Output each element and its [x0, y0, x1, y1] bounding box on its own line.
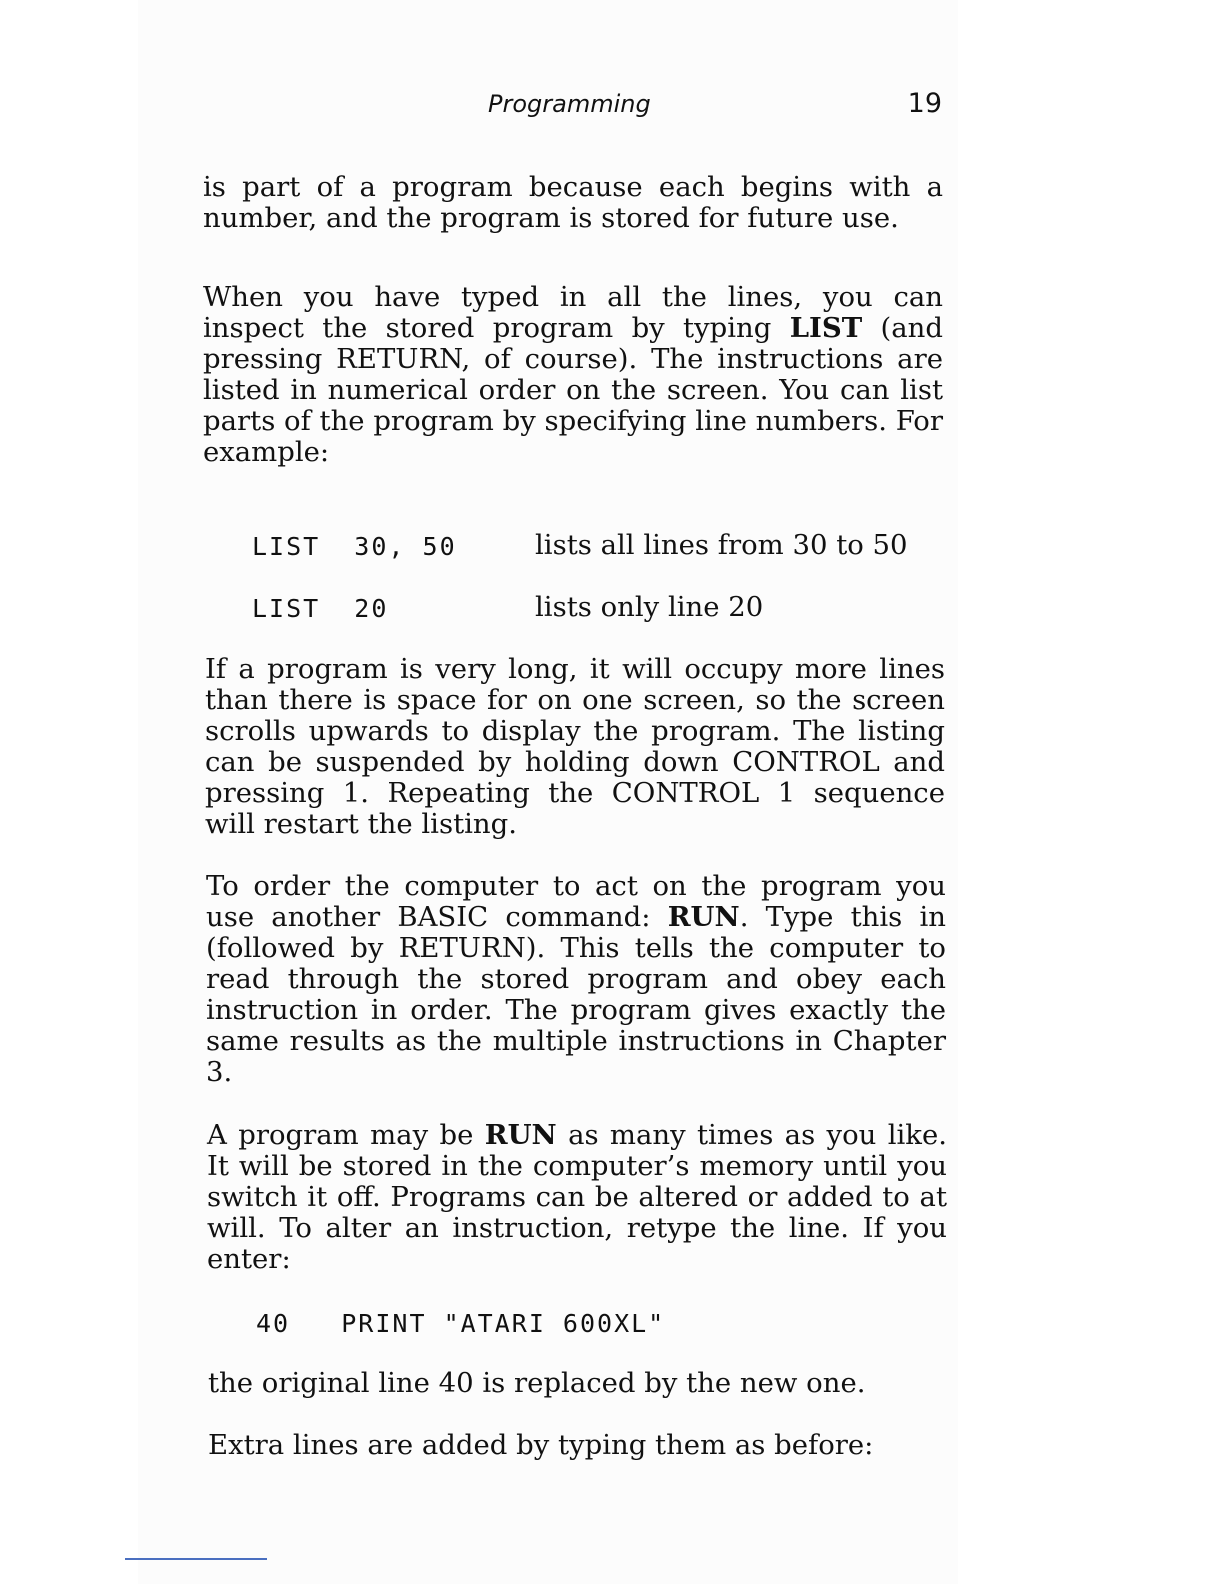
page-number: 19	[907, 88, 942, 119]
paragraph-6: the original line 40 is replaced by the new one.	[208, 1367, 866, 1399]
example-description-1: lists all lines from 30 to 50	[535, 529, 908, 561]
paragraph-5	[207, 1120, 947, 1275]
paragraph-5-text-b: as many times as you like. It will be stored in the computer’s memory until you switch it off. Programs can be altered or added to at will. To alter an instruction, retype the line. If you enter:	[207, 1119, 947, 1275]
paragraph-2	[203, 282, 943, 468]
bottom-rule	[125, 1558, 267, 1560]
paragraph-5-text-a: A program may be	[207, 1119, 485, 1151]
example-code-1: LIST 30, 50	[252, 532, 457, 561]
example-code-2: LIST 20	[252, 594, 389, 623]
paragraph-1: is part of a program because each begins with a number, and the program is stored for future use.	[203, 171, 943, 234]
paragraph-4-text-b: . Type this in (followed by RETURN). This tells the computer to read through the stored program and obey each instruction in order. The program gives exactly the same results as the multiple instructions in Chapter 3.	[206, 901, 946, 1088]
paragraph-4-text-a: To order the computer to act on the program you use another BASIC command:	[206, 870, 946, 933]
run-command: RUN	[667, 901, 740, 933]
paragraph-2-text-b: (and pressing RETURN, of course). The instructions are listed in numerical order on the screen. You can list parts of the program by specifying line numbers. For example:	[203, 312, 943, 468]
run-command: RUN	[484, 1119, 557, 1151]
running-title: Programming	[488, 90, 651, 118]
example-description-2: lists only line 20	[535, 591, 764, 623]
page-header	[202, 88, 946, 124]
paragraph-3: If a program is very long, it will occupy more lines than there is space for on one screen, so the screen scrolls upwards to display the program. The listing can be suspended by holding down CONTROL and pressing 1. Repeating the CONTROL 1 sequence will restart the listing.	[205, 653, 945, 840]
paragraph-7: Extra lines are added by typing them as before:	[208, 1429, 874, 1461]
code-sample: 40 PRINT "ATARI 600XL"	[256, 1309, 666, 1338]
paragraph-2-text-a: When you have typed in all the lines, you can inspect the stored program by typing	[203, 281, 943, 344]
paragraph-4	[206, 871, 946, 1088]
list-command: LIST	[789, 312, 863, 344]
